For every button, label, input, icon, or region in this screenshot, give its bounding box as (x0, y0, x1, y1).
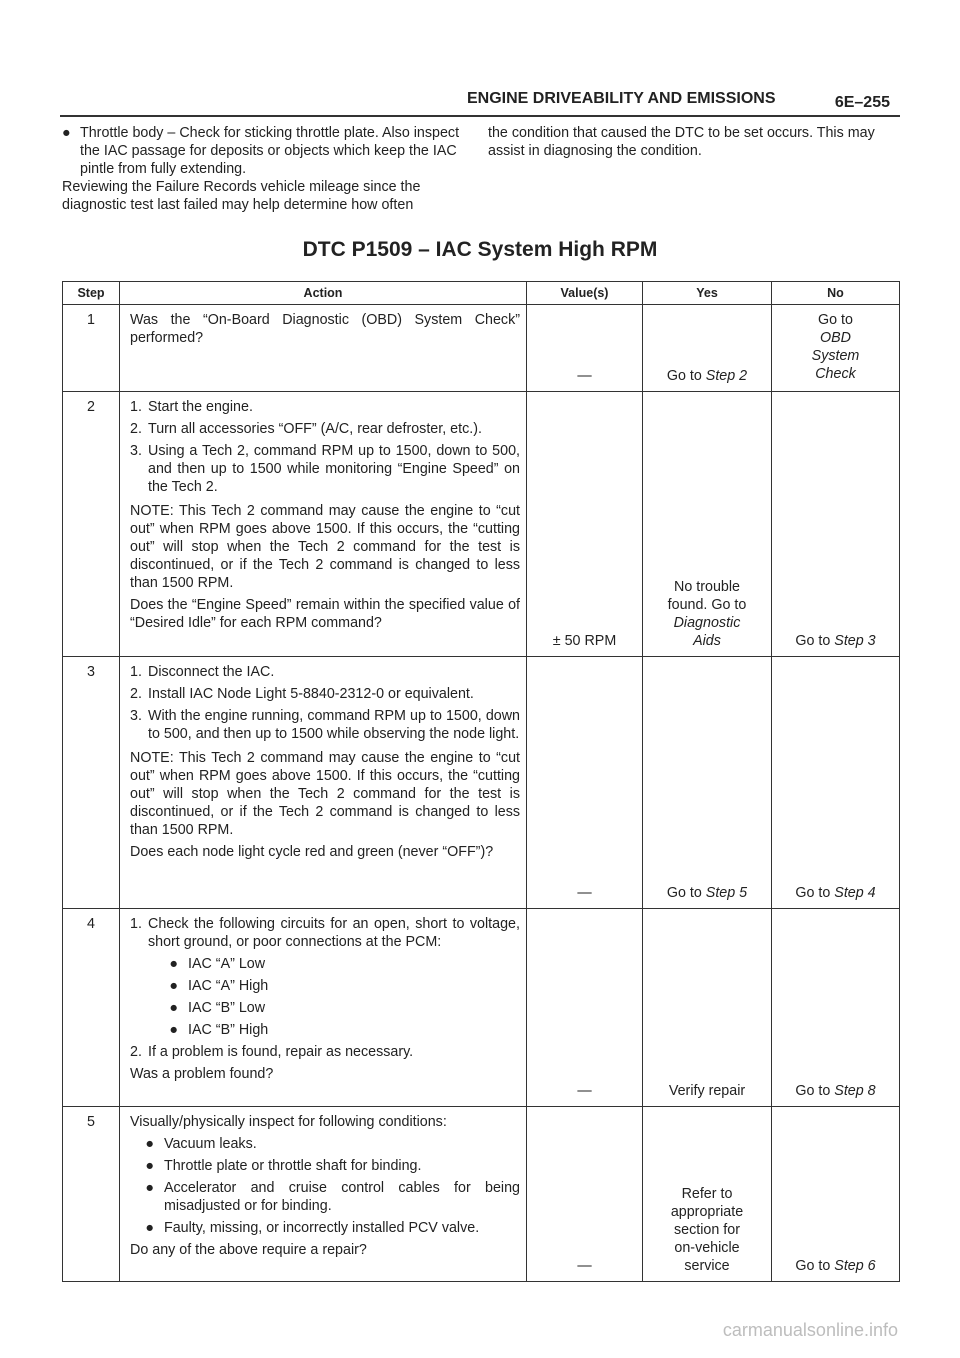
yes-link[interactable]: Step 2 (705, 368, 748, 384)
action-question: Does each node light cycle red and green (never “OFF”)? (130, 844, 494, 860)
action-question: Was a problem found? (130, 1066, 274, 1082)
yes-cell (643, 1107, 772, 1282)
table-row (63, 305, 900, 392)
value-cell: — (527, 657, 643, 909)
circuit-item: ● IAC “A” High (130, 977, 520, 995)
action-cell (120, 392, 527, 657)
step-number: 4 (63, 909, 120, 1107)
action-question: Was the “On-Board Diagnostic (OBD) System Check” performed? (130, 312, 520, 346)
action-note: NOTE: This Tech 2 command may cause the engine to “cut out” when RPM goes above 1500. If this occurs, the “cutting out” will stop when the Tech 2 command for the test is discontinued, or if the Tech 2 command is changed to less than 1500 RPM. (130, 750, 520, 838)
bullet-icon: ● (169, 978, 178, 994)
yes-text: No trouble found. Go to (667, 579, 747, 613)
bullet-icon: ● (169, 1000, 178, 1016)
yes-link[interactable]: Step 5 (705, 885, 748, 901)
header-step: Step (63, 282, 120, 305)
bullet-icon: ● (169, 956, 178, 972)
no-link[interactable]: Step 4 (834, 885, 876, 901)
action-cell (120, 909, 527, 1107)
no-text: Go to (795, 885, 831, 901)
no-link[interactable]: Step 3 (834, 633, 876, 649)
circuit-item: ● IAC “A” Low (130, 955, 520, 973)
condition-item: ● Faulty, missing, or incorrectly installed PCV valve. (130, 1219, 520, 1237)
yes-cell (643, 392, 772, 657)
header-action: Action (120, 282, 527, 305)
intro-right-paragraph: the condition that caused the DTC to be set occurs. This may assist in diagnosing the condition. (488, 125, 875, 159)
yes-cell (643, 305, 772, 392)
condition-item: ● Accelerator and cruise control cables for being misadjusted or for binding. (130, 1179, 520, 1215)
no-text: Go to (795, 633, 831, 649)
intro-bullet (62, 124, 462, 178)
action-note: NOTE: This Tech 2 command may cause the engine to “cut out” when RPM goes above 1500. If this occurs, the “cutting out” will stop when the Tech 2 command for the test is discontinued, or if the Tech 2 command is changed to less than 1500 RPM. (130, 503, 520, 591)
table-header-row (63, 282, 900, 305)
yes-text: Go to (666, 885, 702, 901)
bullet-icon: ● (169, 1022, 178, 1038)
list-item: 1. Disconnect the IAC. (130, 664, 275, 680)
value-cell: — (527, 1107, 643, 1282)
condition-item: ● Vacuum leaks. (130, 1135, 520, 1153)
list-item: 2. Turn all accessories “OFF” (A/C, rear defroster, etc.). (130, 421, 482, 437)
diagnostic-table (62, 281, 900, 1282)
action-cell (120, 1107, 527, 1282)
action-question: Do any of the above require a repair? (130, 1242, 367, 1258)
no-text: Go to (795, 1258, 831, 1274)
step-number: 5 (63, 1107, 120, 1282)
page-number: 6E–255 (834, 94, 890, 111)
bullet-icon: ● (145, 1158, 154, 1174)
page-header (60, 88, 900, 118)
action-cell (120, 657, 527, 909)
yes-cell (643, 657, 772, 909)
no-cell (772, 657, 900, 909)
list-item: 2. If a problem is found, repair as necessary. (130, 1044, 414, 1060)
action-cell (120, 305, 527, 392)
step-number: 1 (63, 305, 120, 392)
intro-left-paragraph: Reviewing the Failure Records vehicle mileage since the diagnostic test last failed may help determine how often (62, 179, 421, 213)
table-row (63, 1107, 900, 1282)
list-item: 1. Start the engine. (130, 399, 253, 415)
bullet-icon: ● (62, 125, 71, 141)
intro-bullet-text: Throttle body – Check for sticking throttle plate. Also inspect the IAC passage for deposits or objects which keep the IAC pintle from fully extending. (80, 125, 460, 177)
no-link[interactable]: Step 8 (834, 1083, 876, 1099)
no-cell (772, 909, 900, 1107)
value-cell: — (527, 909, 643, 1107)
list-item: 2. Install IAC Node Light 5-8840-2312-0 or equivalent. (130, 686, 474, 702)
no-text: Go to (818, 312, 853, 328)
circuit-item: ● IAC “B” High (130, 1021, 520, 1039)
value-cell: ± 50 RPM (527, 392, 643, 657)
bullet-icon: ● (145, 1136, 154, 1152)
bullet-icon: ● (145, 1220, 154, 1236)
list-item: 3. With the engine running, command RPM up to 1500, down to 500, and then up to 1500 while observing the node light. (130, 708, 520, 742)
no-cell (772, 1107, 900, 1282)
no-link[interactable]: Step 6 (834, 1258, 876, 1274)
table-row (63, 392, 900, 657)
yes-cell: Verify repair (643, 909, 772, 1107)
value-cell: — (527, 305, 643, 392)
list-item: 1. Check the following circuits for an open, short to voltage, short ground, or poor connections at the PCM: (130, 916, 520, 950)
step-number: 3 (63, 657, 120, 909)
yes-text: Refer to appropriate section for on-vehicle service (670, 1186, 744, 1274)
step-number: 2 (63, 392, 120, 657)
no-cell (772, 305, 900, 392)
table-row (63, 909, 900, 1107)
header-yes: Yes (643, 282, 772, 305)
yes-link[interactable]: Diagnostic Aids (673, 615, 741, 649)
no-link[interactable]: OBD System Check (811, 330, 860, 382)
condition-item: ● Throttle plate or throttle shaft for binding. (130, 1157, 520, 1175)
header-values: Value(s) (527, 282, 643, 305)
action-question: Does the “Engine Speed” remain within the specified value of “Desired Idle” for each RPM command? (130, 597, 520, 631)
bullet-icon: ● (145, 1180, 154, 1196)
header-rule (60, 115, 900, 117)
section-title: ENGINE DRIVEABILITY AND EMISSIONS (467, 90, 776, 107)
dtc-heading: DTC P1509 – IAC System High RPM (302, 238, 658, 261)
no-cell (772, 392, 900, 657)
yes-text: Go to (666, 368, 702, 384)
circuit-item: ● IAC “B” Low (130, 999, 520, 1017)
action-intro: Visually/physically inspect for following conditions: (130, 1114, 447, 1130)
table-row (63, 657, 900, 909)
intro-left-column (62, 124, 462, 214)
header-no: No (772, 282, 900, 305)
watermark: carmanualsonline.info (722, 1320, 898, 1340)
no-text: Go to (795, 1083, 831, 1099)
list-item: 3. Using a Tech 2, command RPM up to 1500, down to 500, and then up to 1500 while monitoring “Engine Speed” on the Tech 2. (130, 443, 520, 495)
